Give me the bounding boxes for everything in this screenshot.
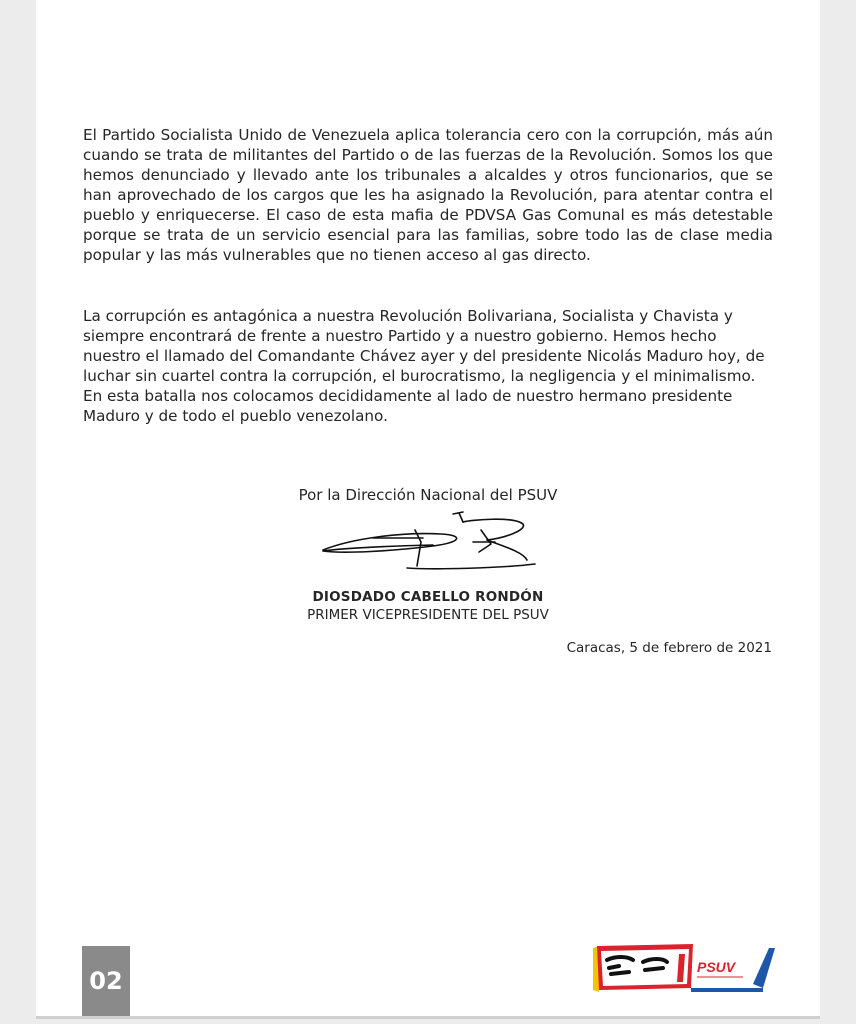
date-line: Caracas, 5 de febrero de 2021 [566, 640, 772, 656]
body-paragraph-1: El Partido Socialista Unido de Venezuela aplica tolerancia cero con la corrupción, más aún cuando se trata de militantes del Partido o de las fuerzas de la Revolución. Somos los que hemos denunciado y llevado ante los tribunales a alcaldes y otros funcionarios, que se han aprovechado de los cargos que les ha asignado la Revolución, para atentar contra el pueblo y enriquecerse. El caso de esta mafia de PDVSA Gas Comunal es más detestable porque se trata de un servicio esencial para las familias, sobre todo las de clase media popular y las más vulnerables que no tienen acceso al gas directo. [83, 126, 773, 264]
document-page [36, 0, 820, 1019]
psuv-logo [593, 944, 775, 994]
signer-title: PRIMER VICEPRESIDENTE DEL PSUV [307, 607, 549, 623]
body-paragraph-2: La corrupción es antagónica a nuestra Revolución Bolivariana, Socialista y Chavista y siempre encontrará de frente a nuestro Partido y a nuestro gobierno. Hemos hecho nuestro el llamado del Comandante Chávez ayer y del presidente Nicolás Maduro hoy, de luchar sin cuartel contra la corrupción, el burocratismo, la negligencia y el minimalismo. En esta batalla nos colocamos decididamente al lado de nuestro hermano presidente Maduro y de todo el pueblo venezolano. [83, 307, 765, 425]
page-number-badge: 02 [82, 946, 130, 1016]
logo-text: PSUV [697, 959, 736, 975]
signature-intro: Por la Dirección Nacional del PSUV [298, 486, 558, 504]
handwritten-signature [313, 508, 541, 578]
signer-name: DIOSDADO CABELLO RONDÓN [312, 589, 544, 605]
